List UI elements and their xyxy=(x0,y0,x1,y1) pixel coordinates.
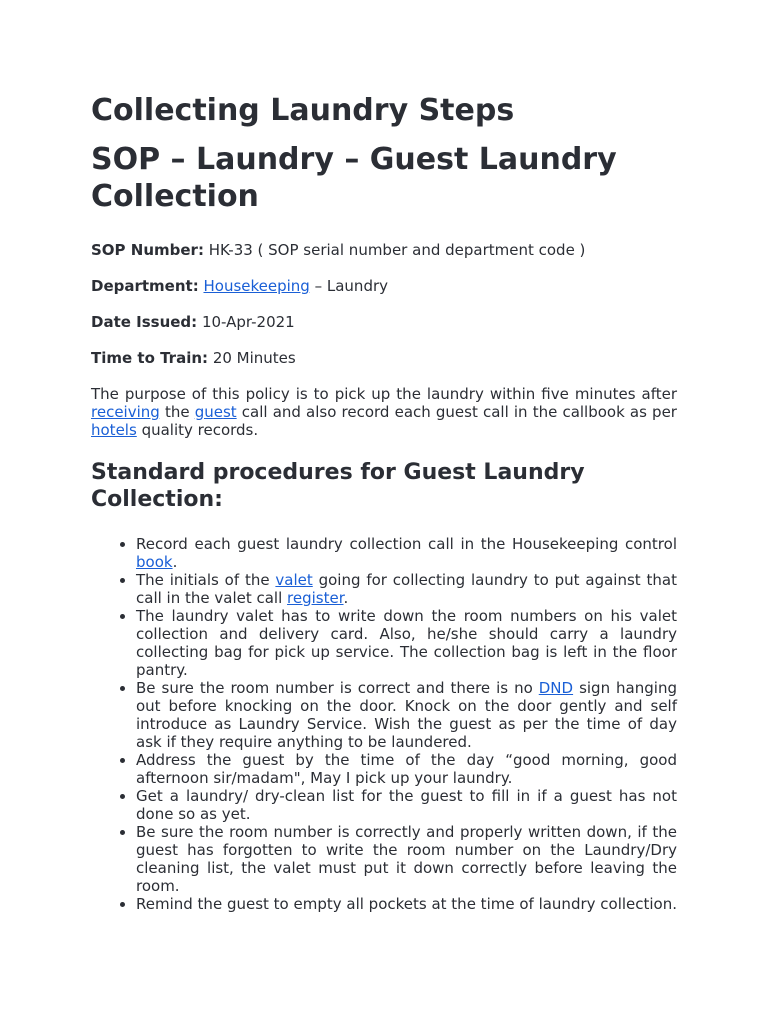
sop-number-label: SOP Number: xyxy=(91,241,204,259)
valet-link[interactable]: valet xyxy=(275,571,313,589)
purpose-text: The purpose of this policy is to pick up the laundry within five minutes after xyxy=(91,385,677,403)
time-to-train-value: 20 Minutes xyxy=(212,349,296,367)
housekeeping-link[interactable]: Housekeeping xyxy=(203,277,310,295)
step-text: sign hanging out before knocking on the door. Knock on the door gently and self introduce as Laundry Service. Wish the guest as per the time of day ask if they require anything to be laundered. xyxy=(136,679,677,751)
step-text: Record each guest laundry collection call in the Housekeeping control xyxy=(136,535,677,553)
date-issued-value: 10-Apr-2021 xyxy=(201,313,295,331)
department-label: Department: xyxy=(91,277,199,295)
dnd-link[interactable]: DND xyxy=(538,679,574,697)
list-item: • Get a laundry/ dry-clean list for the guest to fill in if a guest has not done so as yet. xyxy=(136,787,677,823)
department-line xyxy=(91,277,677,295)
section-heading: Standard procedures for Guest Laundry Collection: xyxy=(91,460,585,512)
list-item xyxy=(136,535,677,571)
sop-number-line xyxy=(91,241,677,259)
list-item: • Remind the guest to empty all pockets at the time of laundry collection. xyxy=(136,895,677,913)
purpose-text: call and also record each guest call in the callbook as per xyxy=(241,403,677,421)
document-page xyxy=(91,92,677,913)
register-link[interactable]: register xyxy=(287,589,344,607)
purpose-paragraph xyxy=(91,385,677,439)
date-issued-label: Date Issued: xyxy=(91,313,198,331)
step-text: Be sure the room number is correct and there is no xyxy=(136,679,533,697)
purpose-text: the xyxy=(164,403,190,421)
sop-title: SOP – Laundry – Guest Laundry Collection xyxy=(91,142,617,214)
time-to-train-label: Time to Train: xyxy=(91,349,209,367)
hotels-link[interactable]: hotels xyxy=(91,421,137,439)
step-text: . xyxy=(343,589,349,607)
list-item: • Address the guest by the time of the day “good morning, good afternoon sir/madam", May I pick up your laundry. xyxy=(136,751,677,787)
time-to-train-line xyxy=(91,349,677,367)
list-item xyxy=(136,679,677,751)
procedure-list xyxy=(91,535,677,913)
purpose-text: quality records. xyxy=(141,421,259,439)
list-item xyxy=(136,571,677,607)
guest-link[interactable]: guest xyxy=(194,403,237,421)
sop-number-value: HK-33 ( SOP serial number and department code ) xyxy=(208,241,586,259)
step-text: . xyxy=(172,553,178,571)
page-title: Collecting Laundry Steps xyxy=(91,93,515,128)
step-text: going for collecting laundry to put against that call in the valet call xyxy=(136,571,677,607)
list-item: • Be sure the room number is correctly and properly written down, if the guest has forgotten to write the room number on the Laundry/Dry cleaning list, the valet must put it down correctly before leaving the room. xyxy=(136,823,677,895)
step-text: The initials of the xyxy=(136,571,270,589)
date-issued-line xyxy=(91,313,677,331)
department-rest: – Laundry xyxy=(314,277,389,295)
list-item: • The laundry valet has to write down the room numbers on his valet collection and delivery card. Also, he/she should carry a laundry collecting bag for pick up service. The collection bag is left in the floor pantry. xyxy=(136,607,677,679)
book-link[interactable]: book xyxy=(136,553,173,571)
receiving-link[interactable]: receiving xyxy=(91,403,160,421)
